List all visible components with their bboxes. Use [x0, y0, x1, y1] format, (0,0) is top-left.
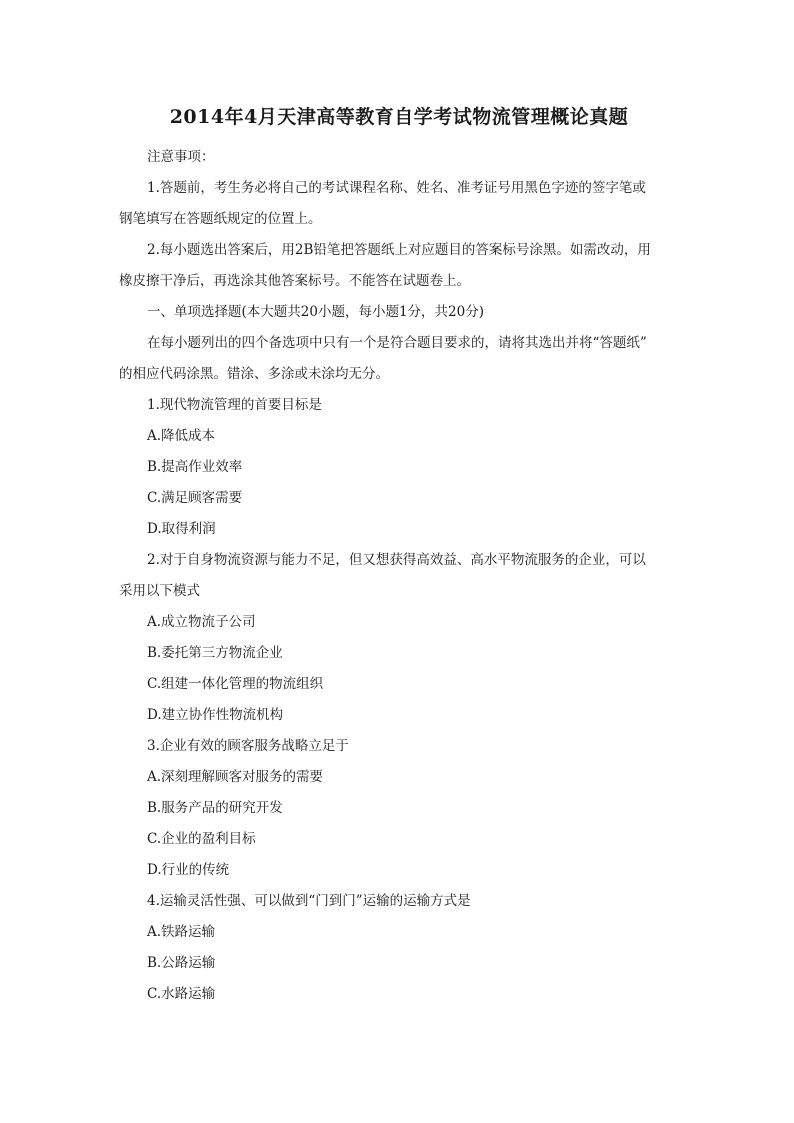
question-2-stem-line-2: 采用以下模式 [119, 583, 200, 599]
section-1-instruction-line-2: 的相应代码涂黑。错涂、多涂或未涂均无分。 [119, 366, 389, 382]
question-4-option-b: B.公路运输 [147, 955, 216, 971]
section-1-instruction-line-1: 在每小题列出的四个备选项中只有一个是符合题目要求的，请将其选出并将“答题纸” [147, 335, 647, 351]
note-2-line-1: 2.每小题选出答案后，用2B铅笔把答题纸上对应题目的答案标号涂黑。如需改动，用 [147, 242, 651, 258]
document-title: 2014年4月天津高等教育自学考试物流管理概论真题 [169, 106, 629, 128]
note-1-line-2: 钢笔填写在答题纸规定的位置上。 [119, 211, 322, 227]
question-1-option-a: A.降低成本 [147, 428, 216, 444]
question-2-option-c: C.组建一体化管理的物流组织 [147, 676, 324, 692]
question-2-stem-line-1: 2.对于自身物流资源与能力不足，但又想获得高效益、高水平物流服务的企业，可以 [147, 552, 646, 568]
question-4-option-a: A.铁路运输 [147, 924, 216, 940]
exam-document [119, 104, 679, 1010]
question-1-stem: 1.现代物流管理的首要目标是 [147, 397, 322, 413]
question-3-option-b: B.服务产品的研究开发 [147, 800, 283, 816]
question-1-option-b: B.提高作业效率 [147, 459, 243, 475]
question-4-stem: 4.运输灵活性强、可以做到“门到门”运输的运输方式是 [147, 893, 471, 909]
question-2-option-b: B.委托第三方物流企业 [147, 645, 283, 661]
question-3-option-d: D.行业的传统 [147, 862, 230, 878]
question-2-option-a: A.成立物流子公司 [147, 614, 256, 630]
question-3-stem: 3.企业有效的顾客服务战略立足于 [147, 738, 349, 754]
note-1-line-1: 1.答题前，考生务必将自己的考试课程名称、姓名、准考证号用黑色字迹的签字笔或 [147, 180, 646, 196]
notes-heading: 注意事项： [147, 149, 215, 165]
note-2-line-2: 橡皮擦干净后，再选涂其他答案标号。不能答在试题卷上。 [119, 273, 470, 289]
question-1-option-c: C.满足顾客需要 [147, 490, 243, 506]
section-1-heading: 一、单项选择题(本大题共20小题，每小题1分，共20分) [147, 304, 484, 320]
question-3-option-c: C.企业的盈利目标 [147, 831, 256, 847]
question-2-option-d: D.建立协作性物流机构 [147, 707, 284, 723]
question-3-option-a: A.深刻理解顾客对服务的需要 [147, 769, 324, 785]
question-1-option-d: D.取得利润 [147, 521, 216, 537]
question-4-option-c: C.水路运输 [147, 986, 216, 1002]
